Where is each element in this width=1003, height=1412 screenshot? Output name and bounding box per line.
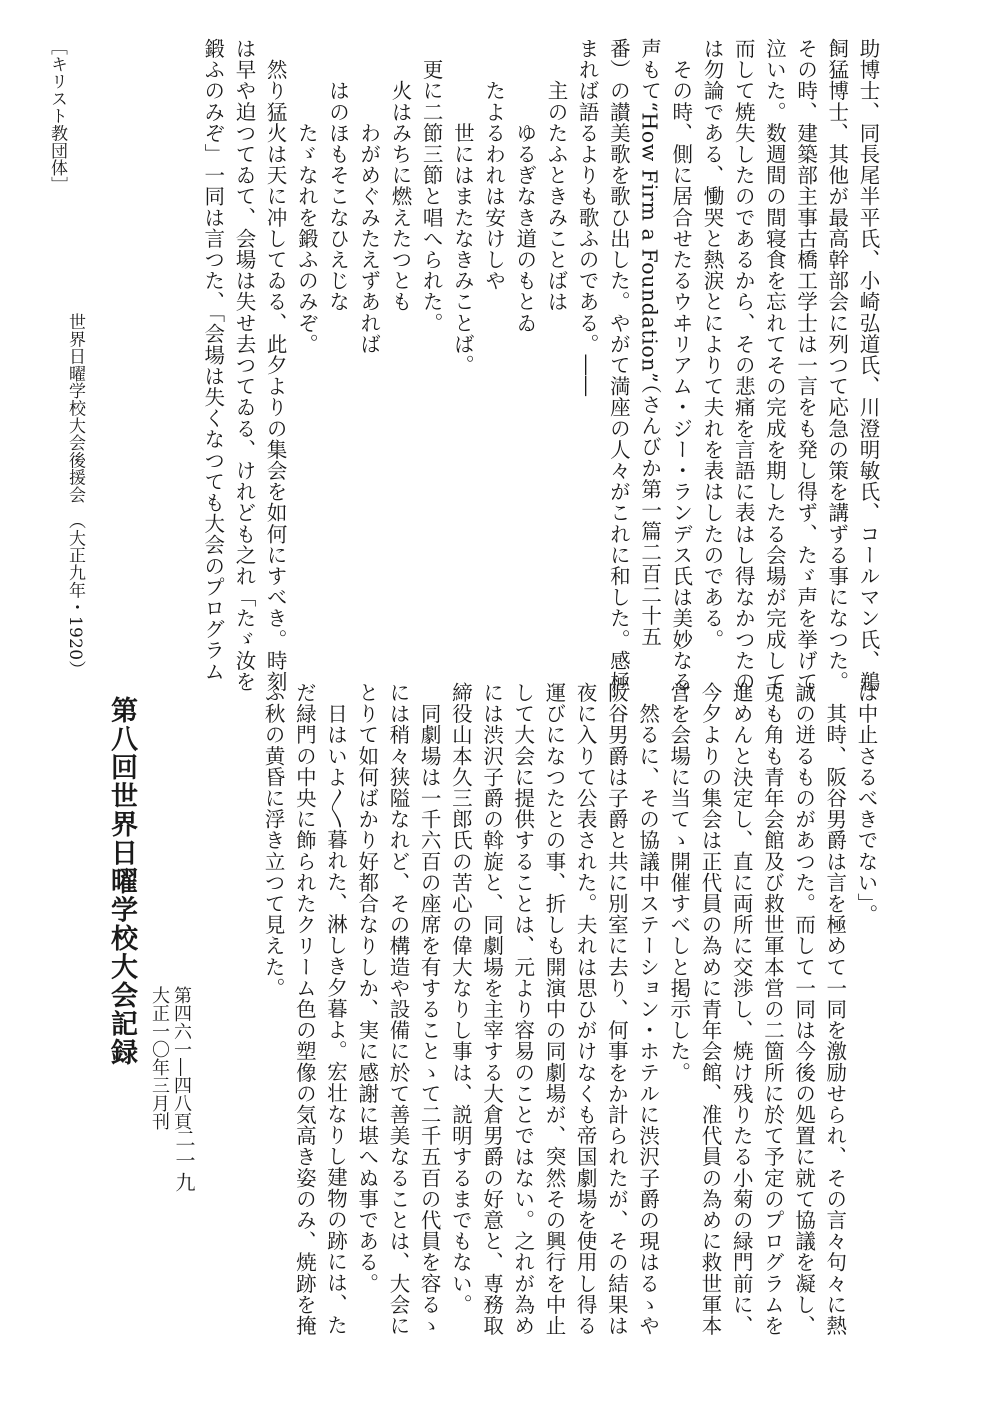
book-title: 第八回世界日曜学校大会記録	[106, 696, 137, 1067]
page-number: 二一九	[172, 1128, 196, 1194]
source-category-label: ［キリスト教団体］	[47, 38, 67, 194]
lower-body-text: は中止さるべきでない」。 其時、阪谷男爵は言を極めて一同を激励せられ、その言々句々に熱 誠の迸るものがあつた。而して一同は今後の処置に就て協議を凝し、 兎も角も青年会館及び救世軍本営の二箇所に於て予定のプログラムを 進めんと決定し、直に両所に交渉し、焼け残りたる小菊の緑門前に、 今夕よりの集会は正代員の為めに青年会館、准代員の為めに救世軍本 営を会場に当てゝ開催すべしと掲示した。 然るに、その協議中ステーション・ホテルに渋沢子爵の現はるゝや 阪谷男爵は子爵と共に別室に去り、何事をか計られたが、その結果は 夜に入りて公表された。夫れは思ひがけなくも帝国劇場を使用し得る 運びになつたとの事、折しも開演中の同劇場が、突然その興行を中止 して大会に提供することは、元より容易のことではない。之れが為め には渋沢子爵の斡旋と、同劇場を主宰する大倉男爵の好意と、専務取 締役山本久三郎氏の苦心の偉大なりし事は、説明するまでもない。 同劇場は一千六百の座席を有することゝて二千五百の代員を容るゝ には稍々狭隘なれど、その構造や設備に於て善美なることは、大会に とりて如何ばかり好都合なりしか、実に感謝に堪へぬ事である。 日はいよ〳〵暮れた、淋しき夕暮よ。宏壮なりし建物の跡には、た だ緑門の中央に飾られたクリーム色の塑像の気高き姿のみ、焼跡を掩 ふ秋の黄昏に浮き立つて見えた。	[261, 682, 878, 1337]
upper-body-text: 助博士、同長尾半平氏、小崎弘道氏、川澄明敏氏、コールマン氏、鵜 飼猛博士、其他が最高幹部会に列つて応急の策を講ずる事になつた。 その時、建築部主事古橋工学士は一言をも発し得ず、たゞ声を挙げて 泣いた。数週間の間寝食を忘れてその完成を期したる会場が完成して 而して焼失したのであるから、その悲痛を言語に表はし得なかつたの は勿論である、慟哭と熱涙とによりて夫れを表はしたのである。 その時、側に居合せたるウヰリアム・ジー・ランデス氏は美妙なる 声もて“How Firm a Foundation”（さんびか第一篇二百二十五 番）の讃美歌を歌ひ出した。やがて満座の人々がこれに和した。感極 まれば語るよりも歌ふのである。―― 主のたふときみことばは ゆるぎなき道のもとゐ たよるわれは安けしや 世にはまたなきみことば。 更に二節三節と唱へられた。 火はみちに燃えたつとも わがめぐみたえずあれば はのほもそこなひえじな たゞなれを鍛ふのみぞ。 然り猛火は天に冲してゐる、此夕よりの集会を如何にすべき。時刻 は早や迫つてゐて、会場は失せ去つてゐる、けれども之れ「たゞ汝を 鍛ふのみぞ」一同は言つた、「会場は失くなつても大会のプログラム	[200, 38, 880, 693]
publisher-credit: 世界日曜学校大会後援会 （大正九年・1920）	[65, 313, 85, 678]
book-citation-note: 第四六一―四八頁 大正一〇年三月刊	[149, 986, 192, 1130]
